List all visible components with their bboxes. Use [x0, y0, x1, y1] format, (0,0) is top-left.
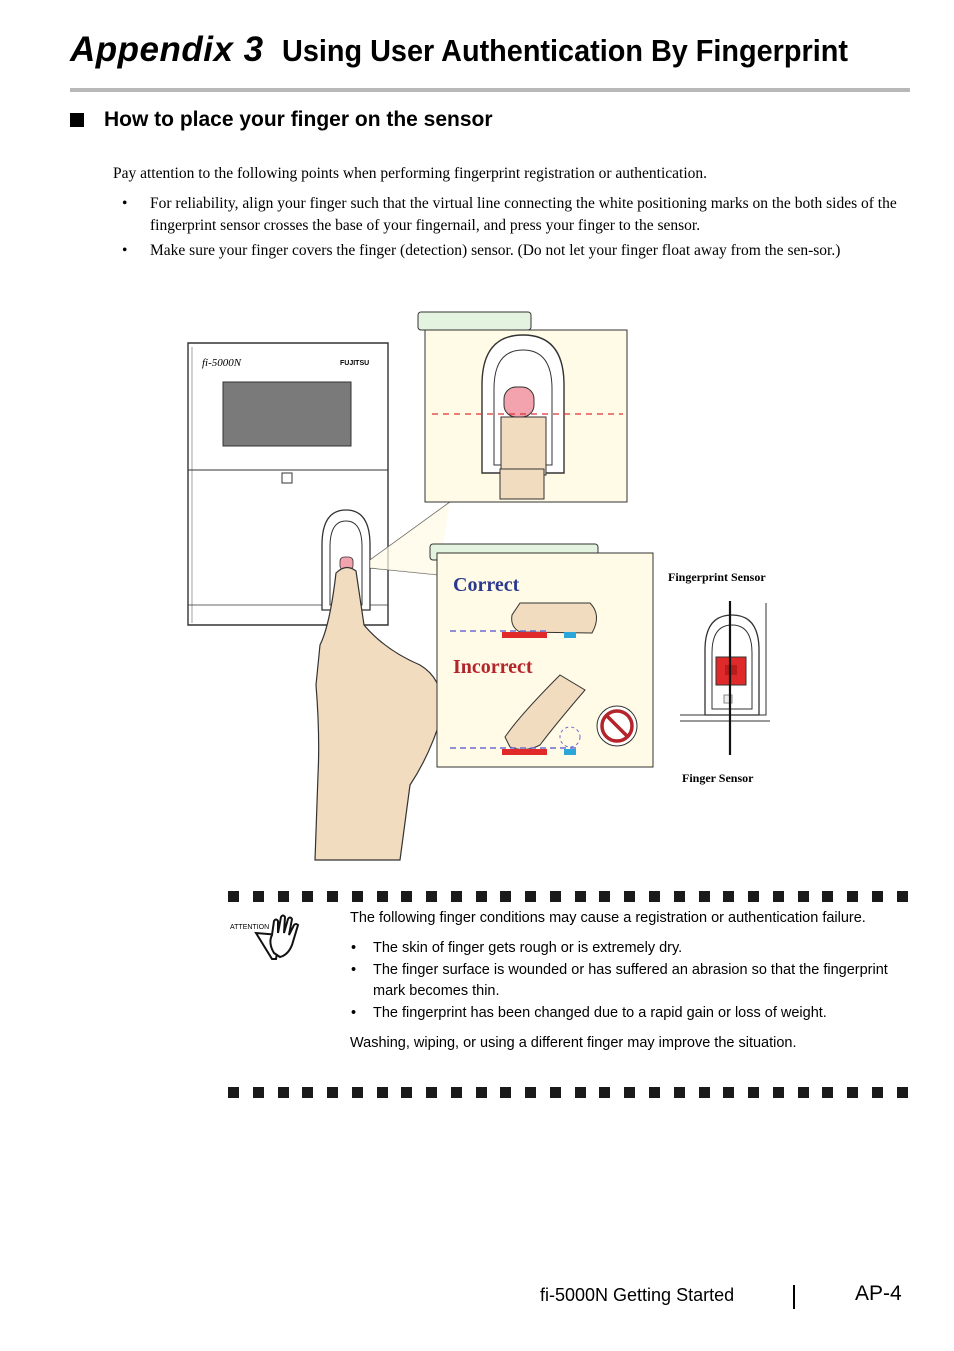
- page-header: [70, 30, 910, 70]
- attention-intro: The following finger conditions may cause a registration or authentication failure.: [350, 910, 866, 926]
- header-rule: [70, 88, 910, 92]
- divider-dot: [599, 1087, 610, 1098]
- attention-list: [350, 938, 910, 1024]
- divider-dot: [377, 891, 388, 902]
- divider-dot: [426, 891, 437, 902]
- divider-dot: [599, 891, 610, 902]
- divider-dot: [897, 891, 908, 902]
- divider-dot: [624, 1087, 635, 1098]
- divider-dot: [327, 891, 338, 902]
- divider-dot: [624, 891, 635, 902]
- attention-icon-label: ATTENTION: [230, 924, 270, 931]
- divider-dot: [476, 1087, 487, 1098]
- divider-dot: [575, 891, 586, 902]
- divider-dot: [278, 891, 289, 902]
- divider-dot: [798, 1087, 809, 1098]
- divider-dot: [327, 1087, 338, 1098]
- divider-dot: [525, 891, 536, 902]
- bullet-item: • For reliability, align your finger such that the virtual line connecting the white positioning marks on the both sides of the fingerprint sensor crosses the base of your fingernail, and press your finger to the sensor.: [113, 193, 908, 237]
- divider-dot: [228, 1087, 239, 1098]
- bullet-list: [113, 193, 908, 262]
- divider-dot: [773, 891, 784, 902]
- attention-hand-icon: [228, 913, 303, 963]
- divider-dot: [723, 1087, 734, 1098]
- divider-dot: [525, 1087, 536, 1098]
- divider-dot: [451, 891, 462, 902]
- attention-top-divider: [228, 891, 908, 903]
- footer-page-number: AP-4: [855, 1282, 902, 1305]
- divider-dot: [798, 891, 809, 902]
- divider-dot: [847, 891, 858, 902]
- zoom-panel-tab: [418, 312, 531, 330]
- device-model-text: fi-5000N: [202, 357, 242, 369]
- divider-dot: [649, 891, 660, 902]
- divider-dot: [847, 1087, 858, 1098]
- divider-dot: [897, 1087, 908, 1098]
- divider-dot: [872, 1087, 883, 1098]
- divider-dot: [699, 891, 710, 902]
- divider-dot: [748, 891, 759, 902]
- divider-dot: [822, 891, 833, 902]
- page-title: Using User Authentication By Fingerprint: [281, 33, 848, 68]
- divider-dot: [253, 1087, 264, 1098]
- body-text: [113, 163, 908, 265]
- attention-item: • The skin of finger gets rough or is extremely dry.: [350, 938, 910, 959]
- attention-note: [350, 908, 910, 1063]
- divider-dot: [822, 1087, 833, 1098]
- finger-sensor-label: Finger Sensor: [682, 771, 754, 785]
- footer-divider: [793, 1285, 795, 1309]
- attention-item: • The fingerprint has been changed due to a rapid gain or loss of weight.: [350, 1003, 910, 1024]
- incorrect-label: Incorrect: [453, 656, 533, 678]
- divider-dot: [228, 891, 239, 902]
- divider-dot: [748, 1087, 759, 1098]
- finger-placement-figure: [180, 305, 820, 875]
- attention-item: • The finger surface is wounded or has suffered an abrasion so that the fingerprint mark becomes thin.: [350, 960, 910, 1002]
- divider-dot: [302, 891, 313, 902]
- divider-dot: [401, 891, 412, 902]
- fingerprint-sensor-label: Fingerprint Sensor: [668, 570, 766, 584]
- divider-dot: [278, 1087, 289, 1098]
- divider-dot: [773, 1087, 784, 1098]
- divider-dot: [253, 891, 264, 902]
- divider-dot: [500, 891, 511, 902]
- divider-dot: [426, 1087, 437, 1098]
- divider-dot: [377, 1087, 388, 1098]
- divider-dot: [302, 1087, 313, 1098]
- divider-dot: [699, 1087, 710, 1098]
- divider-dot: [401, 1087, 412, 1098]
- divider-dot: [649, 1087, 660, 1098]
- bullet-item: • Make sure your finger covers the finger (detection) sensor. (Do not let your finger float away from the sen-sor.): [113, 240, 908, 262]
- attention-bottom-divider: [228, 1087, 908, 1099]
- intro-paragraph: Pay attention to the following points when performing fingerprint registration or authentication.: [113, 165, 708, 182]
- divider-dot: [550, 891, 561, 902]
- divider-dot: [476, 891, 487, 902]
- divider-dot: [352, 891, 363, 902]
- divider-dot: [674, 1087, 685, 1098]
- device-brand-text: FUJITSU: [340, 360, 370, 367]
- section-heading: [70, 108, 493, 132]
- section-heading-text: How to place your finger on the sensor: [104, 108, 493, 131]
- attention-closing: Washing, wiping, or using a different finger may improve the situation.: [350, 1035, 797, 1051]
- appendix-label: Appendix 3: [70, 30, 264, 69]
- divider-dot: [500, 1087, 511, 1098]
- divider-dot: [723, 891, 734, 902]
- square-bullet-icon: [70, 113, 84, 127]
- divider-dot: [451, 1087, 462, 1098]
- correct-label: Correct: [453, 574, 520, 596]
- divider-dot: [352, 1087, 363, 1098]
- footer-doc-title: fi-5000N Getting Started: [540, 1285, 735, 1305]
- divider-dot: [550, 1087, 561, 1098]
- divider-dot: [575, 1087, 586, 1098]
- prohibited-icon: [597, 706, 637, 746]
- divider-dot: [872, 891, 883, 902]
- divider-dot: [674, 891, 685, 902]
